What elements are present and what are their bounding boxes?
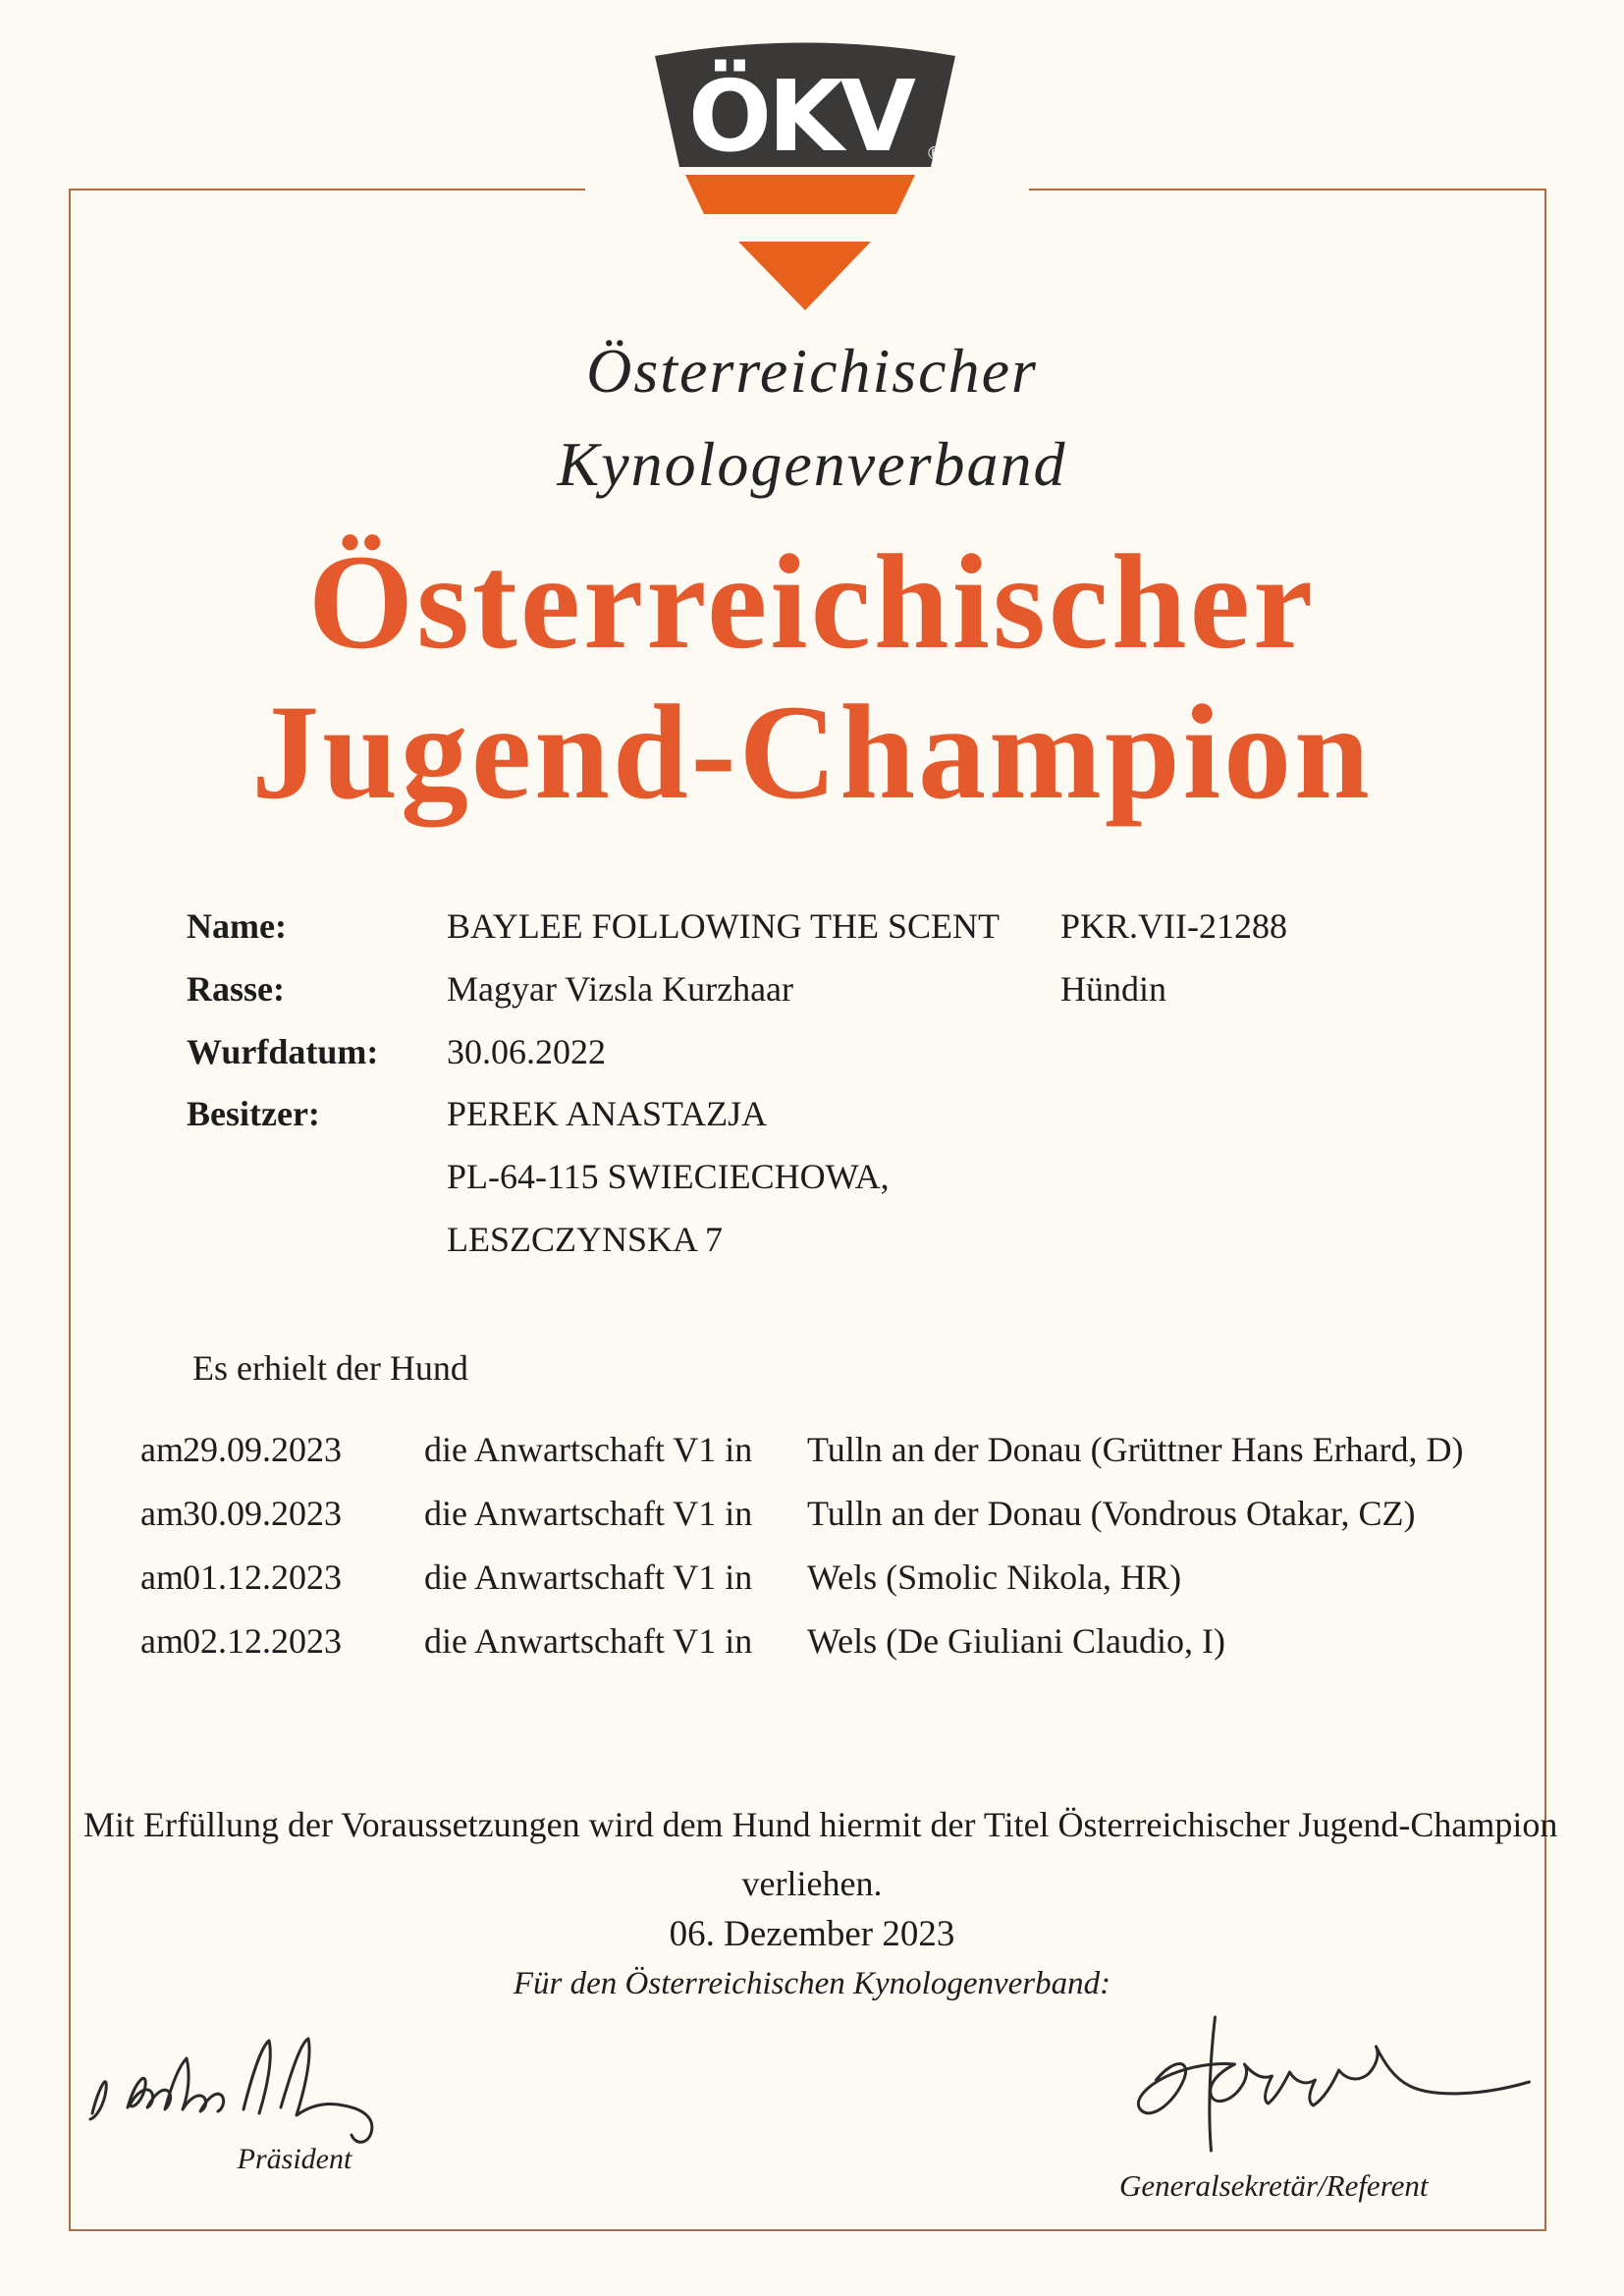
award-date: 02.12.2023: [183, 1621, 342, 1661]
award-location: Tulln an der Donau (Vondrous Otakar, CZ): [807, 1494, 1416, 1533]
award-date: 01.12.2023: [183, 1558, 342, 1597]
detail-sex: Hündin: [1060, 969, 1166, 1009]
detail-registration-number: PKR.VII-21288: [1060, 906, 1287, 946]
statement-line1: Mit Erfüllung der Voraussetzungen wird dem Hund hiermit der Titel Österreichischer Jugend-Champion: [83, 1805, 1558, 1844]
detail-row-owner: [0, 1093, 1624, 1152]
award-location: Wels (Smolic Nikola, HR): [807, 1558, 1182, 1597]
detail-label: Wurfdatum:: [187, 1032, 379, 1071]
detail-row-name: [0, 905, 1624, 964]
award-text: die Anwartschaft V1 in: [424, 1621, 753, 1661]
certificate-title: [0, 526, 1624, 827]
logo-orange-triangle-icon: [738, 242, 871, 310]
detail-value: PEREK ANASTAZJA: [447, 1094, 768, 1133]
detail-row-owner-address2: [0, 1219, 1624, 1278]
okv-logo: [643, 29, 967, 314]
detail-value: BAYLEE FOLLOWING THE SCENT: [447, 906, 1000, 946]
detail-label: Rasse:: [187, 969, 285, 1009]
awards-intro: Es erhielt der Hund: [192, 1348, 468, 1388]
title-grant-statement: [83, 1795, 1558, 1913]
award-am: am: [140, 1621, 184, 1661]
for-organization-line: Für den Österreichischen Kynologenverband:: [513, 1966, 1111, 2001]
award-am: am: [140, 1558, 184, 1597]
statement-line2: verliehen.: [741, 1864, 883, 1903]
secretary-role-label: Generalsekretär/Referent: [1119, 2168, 1429, 2203]
award-text: die Anwartschaft V1 in: [424, 1430, 753, 1469]
award-am: am: [140, 1494, 184, 1533]
issue-date: 06. Dezember 2023: [669, 1914, 955, 1954]
detail-row-breed: [0, 968, 1624, 1027]
award-am: am: [140, 1430, 184, 1469]
organization-name-line2: Kynologenverband: [557, 429, 1067, 499]
detail-row-birthdate: [0, 1031, 1624, 1090]
detail-label: Name:: [187, 906, 287, 946]
organization-name-line1: Österreichischer: [586, 336, 1038, 406]
president-role-label: Präsident: [237, 2143, 352, 2175]
detail-value: PL-64-115 SWIECIECHOWA,: [447, 1157, 890, 1196]
award-location: Tulln an der Donau (Grüttner Hans Erhard, D): [807, 1430, 1464, 1469]
award-date: 29.09.2023: [183, 1430, 342, 1469]
logo-okv-text: ÖKV: [688, 59, 912, 174]
logo-registered-mark-icon: ®: [926, 143, 944, 164]
award-text: die Anwartschaft V1 in: [424, 1558, 753, 1597]
detail-value: Magyar Vizsla Kurzhaar: [447, 969, 794, 1009]
certificate-title-line1: Österreichischer: [307, 526, 1317, 677]
president-signature: [79, 2019, 471, 2157]
award-date: 30.09.2023: [183, 1494, 342, 1533]
certificate-title-line2: Jugend-Champion: [251, 677, 1373, 827]
detail-row-owner-address1: [0, 1156, 1624, 1215]
award-location: Wels (De Giuliani Claudio, I): [807, 1621, 1226, 1661]
detail-value: LESZCZYNSKA 7: [447, 1220, 724, 1259]
detail-label: Besitzer:: [187, 1094, 320, 1133]
organization-name: [0, 324, 1624, 511]
detail-value: 30.06.2022: [447, 1032, 606, 1071]
award-text: die Anwartschaft V1 in: [424, 1494, 753, 1533]
secretary-signature: [1095, 2011, 1542, 2159]
logo-orange-band: [685, 175, 915, 214]
